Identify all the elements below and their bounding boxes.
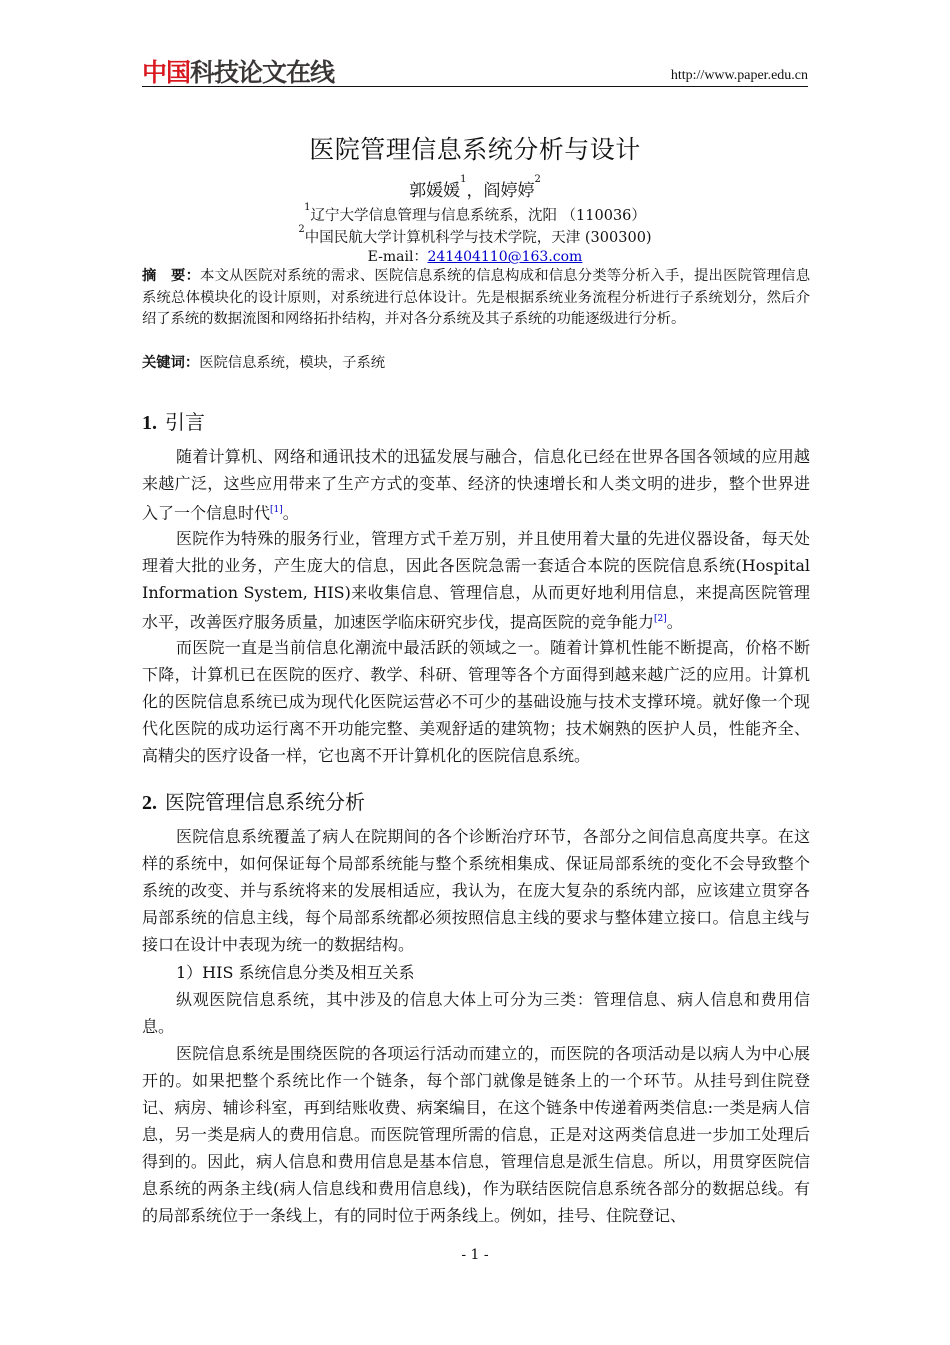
author-affiliation-mark: 1 bbox=[460, 174, 467, 185]
affiliation-2 bbox=[0, 226, 950, 247]
citation-link[interactable]: [2] bbox=[654, 614, 667, 624]
keywords bbox=[142, 352, 810, 372]
site-logo[interactable] bbox=[142, 56, 334, 86]
author-name: 阎婷婷 bbox=[483, 181, 535, 201]
abstract bbox=[142, 266, 810, 331]
affiliation-text: 辽宁大学信息管理与信息系统系，沈阳 （110036） bbox=[310, 208, 646, 224]
paper-title: 医院管理信息系统分析与设计 bbox=[309, 135, 641, 164]
section-heading-introduction bbox=[142, 406, 205, 435]
affiliation-mark: 2 bbox=[298, 224, 305, 235]
keywords-text: 医院信息系统，模块，子系统 bbox=[199, 355, 386, 371]
paragraph: 医院信息系统覆盖了病人在院期间的各个诊断治疗环节，各部分之间信息高度共享。在这样的系统中，如何保证每个局部系统能与整个系统相集成、保证局部系统的变化不会导致整个系统的改变、并与系统将来的发展相适应，我认为，在庞大复杂的系统内部，应该建立贯穿各局部系统的信息主线，每个局部系统都必须按照信息主线的要求与整体建立接口。信息主线与接口在设计中表现为统一的数据结构。 bbox=[142, 827, 810, 954]
section-title: 医院管理信息系统分析 bbox=[165, 790, 365, 814]
paragraph: 医院信息系统是围绕医院的各项运行活动而建立的，而医院的各项活动是以病人为中心展开的。如果把整个系统比作一个链条，每个部门就像是链条上的一个环节。从挂号到住院登记、病房、辅诊科室，再到结账收费、病案编目，在这个链条中传递着两类信息:一类是病人信息，另一类是病人的费用信息。而医院管理所需的信息，正是对这两类信息进一步加工处理后得到的。因此，病人信息和费用信息是基本信息，管理信息是派生信息。所以，用贯穿医院信息系统的两条主线(病人信息线和费用信息线)，作为联结医院信息系统各部分的数据总线。有的局部系统位于一条线上，有的同时位于两条线上。例如，挂号、住院登记、 bbox=[142, 1044, 810, 1225]
paragraph: 纵观医院信息系统，其中涉及的信息大体上可分为三类：管理信息、病人信息和费用信息。 bbox=[142, 990, 810, 1036]
subsection-heading: 1）HIS 系统信息分类及相互关系 bbox=[176, 963, 415, 982]
affiliation-mark: 1 bbox=[304, 202, 311, 213]
section-number: 1. bbox=[142, 412, 157, 434]
contact-email bbox=[0, 246, 950, 266]
section-title: 引言 bbox=[165, 410, 205, 434]
citation-link[interactable]: [1] bbox=[270, 505, 283, 515]
paragraph-text: 医院作为特殊的服务行业，管理方式千差万别，并且使用着大量的先进仪器设备，每天处理着大批的业务，产生庞大的信息，因此各医院急需一套适合本院的医院信息系统(Hospital Information System, HIS)来收集信息、管理信息，从而更好地利用信息，来提高医院管理水平，改善医疗服务质量，加速医学临床研究步伐，提高医院的竞争能力 bbox=[142, 529, 810, 632]
header-divider bbox=[142, 86, 808, 87]
email-label: E-mail： bbox=[367, 249, 428, 265]
abstract-text: 本文从医院对系统的需求、医院信息系统的信息构成和信息分类等分析入手，提出医院管理信息系统总体模块化的设计原则，对系统进行总体设计。先是根据系统业务流程分析进行子系统划分，然后介绍了系统的数据流图和网络拓扑结构，并对各分系统及其子系统的功能逐级进行分析。 bbox=[142, 268, 810, 327]
author-affiliation-mark: 2 bbox=[534, 174, 541, 185]
email-link[interactable]: 241404110@163.com bbox=[427, 249, 583, 265]
paragraph bbox=[142, 443, 810, 526]
section-number: 2. bbox=[142, 792, 157, 814]
paragraph-text: 随着计算机、网络和通讯技术的迅猛发展与融合，信息化已经在世界各国各领域的应用越来越广泛，这些应用带来了生产方式的变革、经济的快速增长和人类文明的进步，整个世界进入了一个信息时代 bbox=[142, 447, 810, 523]
paragraph: 而医院一直是当前信息化潮流中最活跃的领域之一。随着计算机性能不断提高，价格不断下降，计算机已在医院的医疗、教学、科研、管理等各个方面得到越来越广泛的应用。计算机化的医院信息系统已成为现代化医院运营必不可少的基础设施与技术支撑环境。就好像一个现代化医院的成功运行离不开功能完整、美观舒适的建筑物；技术娴熟的医护人员，性能齐全、高精尖的医疗设备一样，它也离不开计算机化的医院信息系统。 bbox=[142, 638, 810, 765]
authors bbox=[0, 176, 950, 201]
section-heading-analysis bbox=[142, 786, 365, 815]
paragraph-end: 。 bbox=[666, 612, 683, 632]
author-separator: ， bbox=[466, 181, 484, 201]
affiliation-text: 中国民航大学计算机科学与技术学院，天津 (300300) bbox=[304, 230, 652, 246]
abstract-label: 摘 要： bbox=[142, 268, 201, 284]
paragraph bbox=[142, 525, 810, 635]
keywords-label: 关键词： bbox=[142, 355, 200, 371]
site-url[interactable]: http://www.paper.edu.cn bbox=[670, 68, 808, 83]
logo-red-text: 中国 bbox=[142, 58, 191, 87]
logo-dark-text: 科技论文在线 bbox=[190, 58, 335, 87]
affiliation-1 bbox=[0, 204, 950, 225]
page-number: - 1 - bbox=[461, 1247, 489, 1263]
paragraph-end: 。 bbox=[282, 503, 299, 523]
author-name: 郭媛媛 bbox=[409, 181, 461, 201]
